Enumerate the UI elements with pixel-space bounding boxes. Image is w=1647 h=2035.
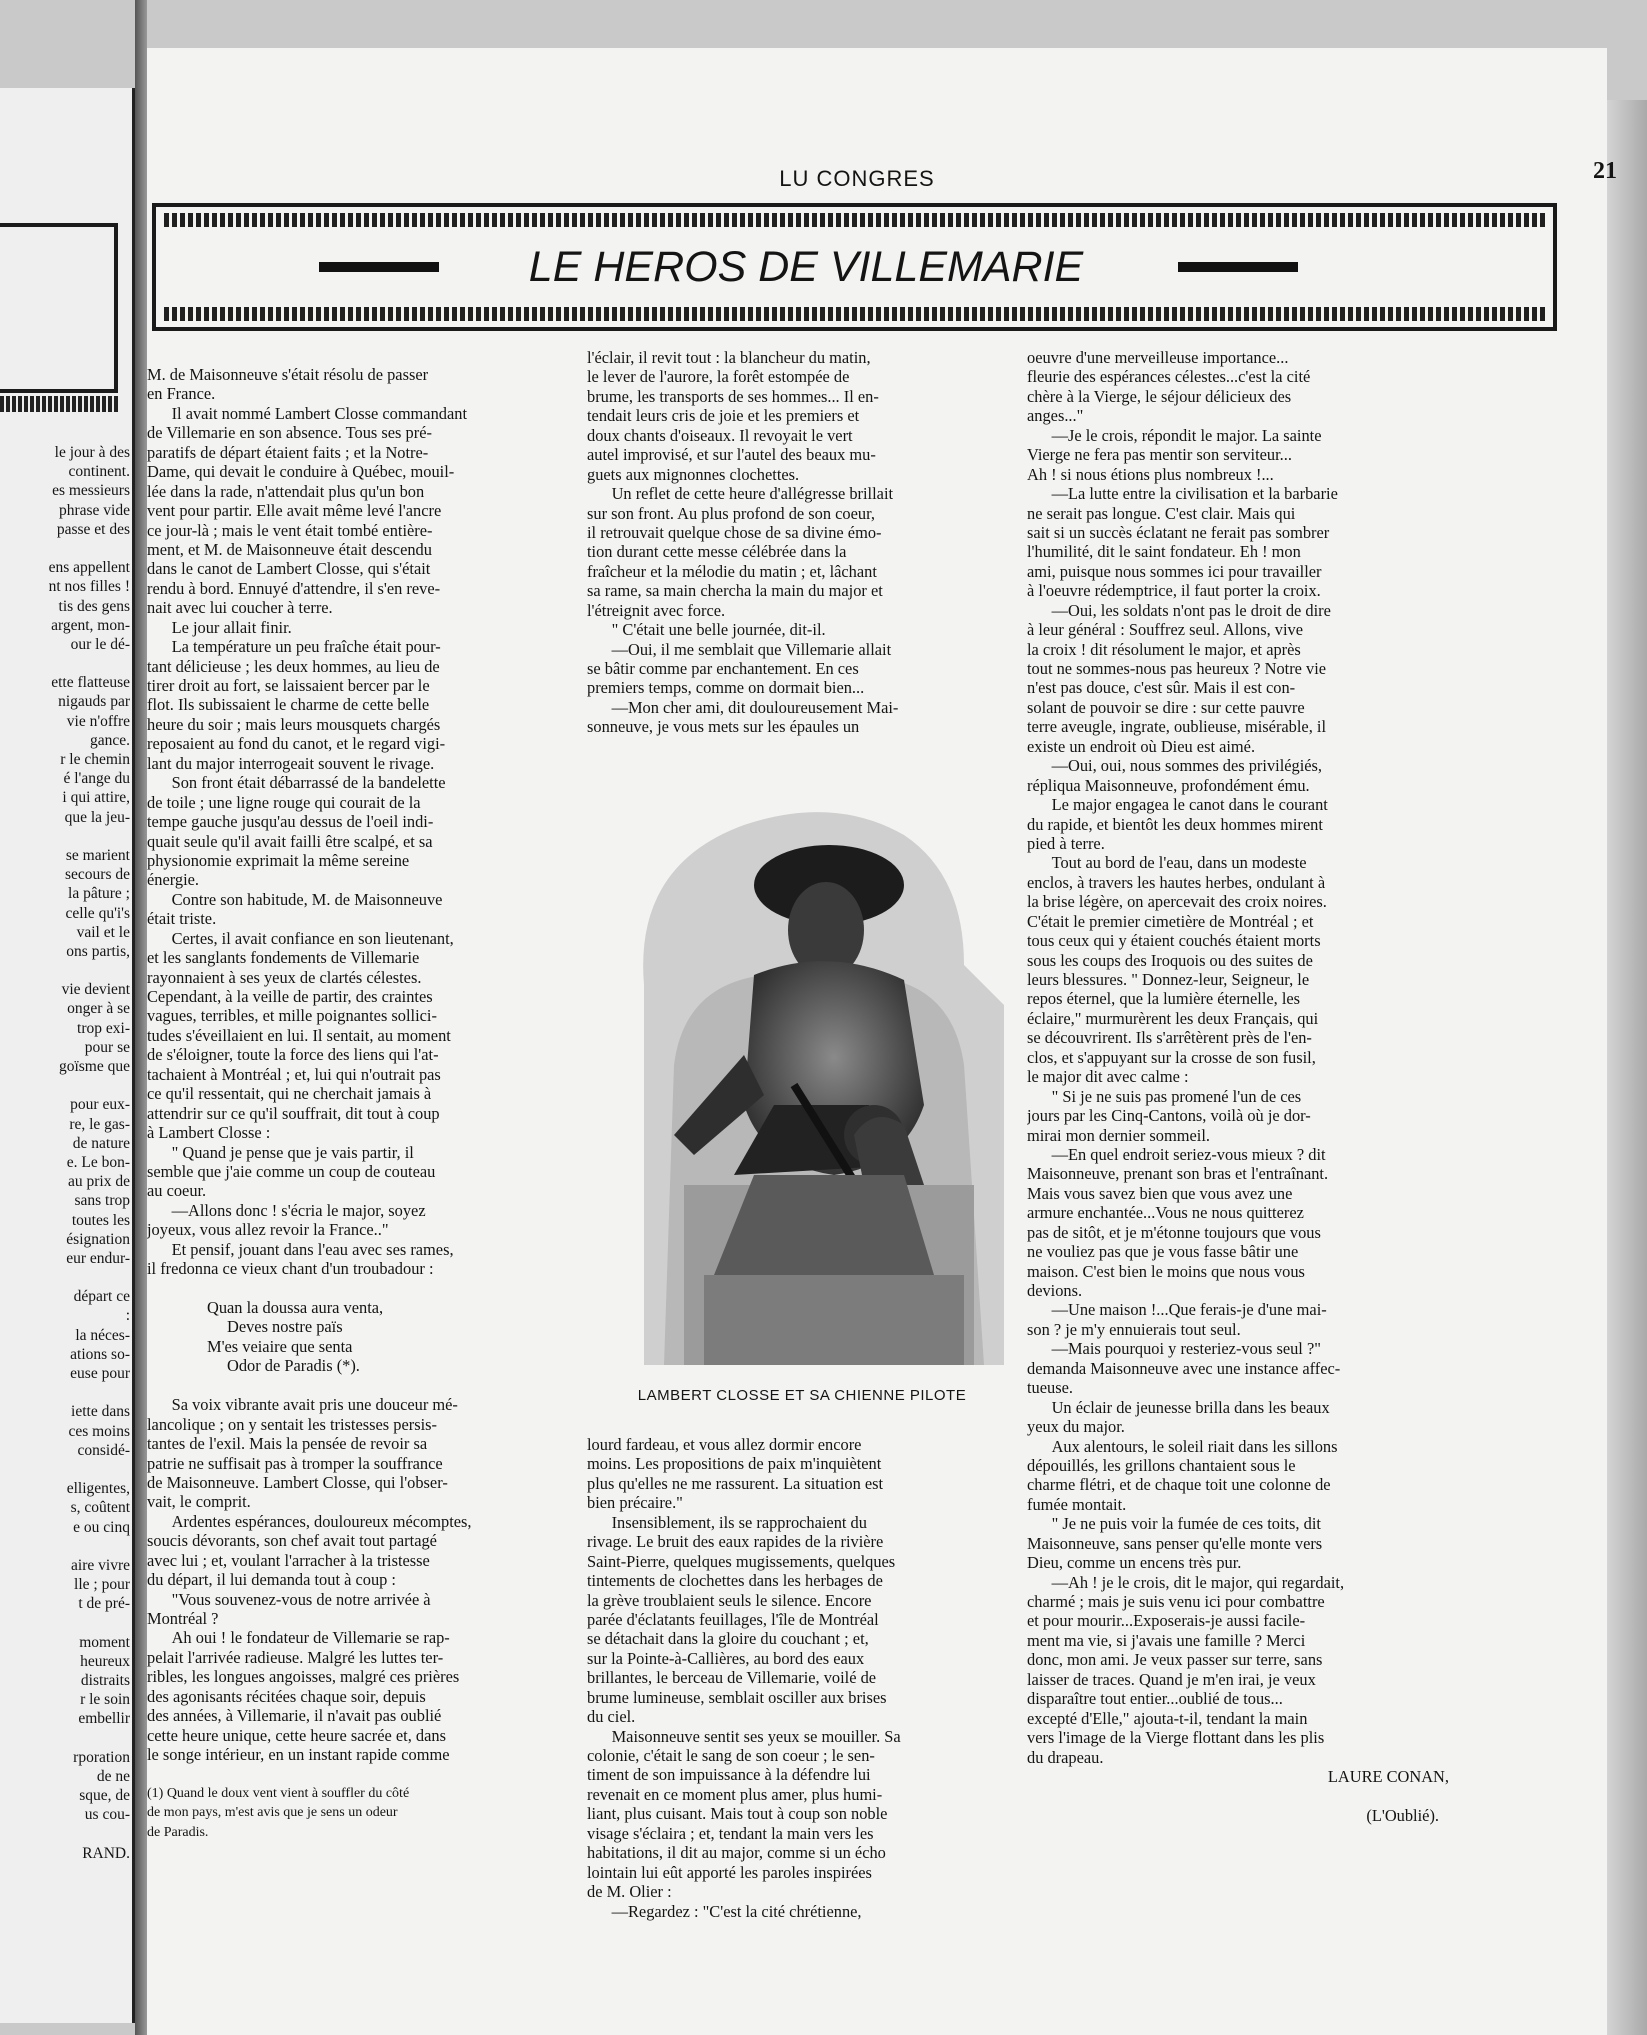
previous-page-line xyxy=(0,1268,130,1287)
text-line: "Vous souvenez-vous de notre arrivée à xyxy=(171,1589,431,1609)
previous-page-line: s, coûtent xyxy=(70,1499,130,1517)
article-headline: LE HEROS DE VILLEMARIE xyxy=(528,243,1084,291)
previous-page-line: t de pré- xyxy=(78,1595,130,1613)
text-line: lourd fardeau, et vous allez dormir encore xyxy=(587,1435,862,1454)
text-line: en France. xyxy=(147,384,216,404)
previous-page-line: sans trop xyxy=(74,1192,130,1210)
previous-page-line: pour se xyxy=(84,1038,130,1056)
text-line: plus qu'elles ne me rassurent. La situation est xyxy=(587,1473,884,1493)
text-line: quait seule qu'il avait failli être scalpé, et sa xyxy=(147,831,433,851)
previous-page-line: ations so- xyxy=(70,1345,130,1363)
text-line: yeux du major. xyxy=(1027,1417,1125,1437)
text-line: Saint-Pierre, quelques mugissements, quelques xyxy=(587,1551,896,1571)
text-line: guets aux mignonnes clochettes. xyxy=(587,464,800,484)
previous-page-line: celle qu'i's xyxy=(65,904,130,922)
previous-page-line: de ne xyxy=(96,1767,130,1785)
text-line: lointain lui eût apporté les paroles inspirées xyxy=(587,1862,872,1882)
text-line: la croix ! dit résolument le major, et après xyxy=(1027,639,1301,659)
previous-page-line: argent, mon- xyxy=(51,616,130,634)
previous-page-line: RAND. xyxy=(82,1844,130,1862)
text-line: —En quel endroit seriez-vous mieux ? dit xyxy=(1051,1144,1326,1164)
text-line: était triste. xyxy=(147,909,217,929)
text-line: son ? je m'y ennuierais tout seul. xyxy=(1027,1319,1241,1339)
text-line: tous ceux qui y étaient couchés étaient morts xyxy=(1027,931,1321,951)
previous-page-line: considé- xyxy=(77,1441,130,1459)
text-line: —Regardez : "C'est la cité chrétienne, xyxy=(611,1901,862,1921)
text-line: clos, et s'appuyant sur la crosse de son fusil, xyxy=(1027,1047,1316,1067)
previous-page-line: r le chemin xyxy=(60,751,130,768)
running-head: LU CONGRES xyxy=(779,166,935,191)
text-line: —Je le crois, répondit le major. La sainte xyxy=(1051,425,1322,445)
text-line: existe un endroit où Dieu est aimé. xyxy=(1027,736,1256,756)
text-line: n'est pas douce, c'est sûr. Mais il est con- xyxy=(1027,678,1296,698)
previous-page-line: pour eux- xyxy=(70,1096,130,1114)
previous-page-line: é l'ange du xyxy=(63,770,130,788)
text-line: La température un peu fraîche était pour- xyxy=(171,637,441,657)
text-line: du départ, il lui demanda tout à coup : xyxy=(147,1570,396,1590)
text-line xyxy=(147,1279,575,1298)
previous-page-line xyxy=(0,1537,130,1556)
previous-page-text xyxy=(0,443,130,1863)
text-line: des agonisants récitées chaque soir, depuis xyxy=(147,1686,426,1706)
text-line: autel improvisé, et sur l'autel des beaux mu- xyxy=(587,445,876,465)
text-line: visage s'éclaira ; et, tendant la main vers les xyxy=(587,1823,874,1843)
text-line: tant délicieuse ; les deux hommes, au lieu de xyxy=(147,656,440,676)
previous-page-line: phrase vide xyxy=(58,501,130,519)
text-line: de Villemarie en son absence. Tous ses pré- xyxy=(147,423,432,443)
text-line: vait, le comprit. xyxy=(147,1492,251,1512)
text-line: avec lui ; et, voulant l'arracher à la tristesse xyxy=(147,1550,430,1570)
previous-page-line: e ou cinq xyxy=(73,1518,130,1536)
text-line: tendait leurs cris de joie et les premiers et xyxy=(587,406,860,426)
text-line: Maisonneuve, sans penser qu'elle monte vers xyxy=(1027,1533,1323,1553)
previous-page-line: : xyxy=(125,1307,130,1325)
previous-page-line: la néces- xyxy=(75,1326,130,1344)
text-line: Montréal ? xyxy=(147,1609,219,1628)
text-line: LAURE CONAN, xyxy=(1327,1766,1449,1786)
previous-page-border xyxy=(0,223,118,393)
text-line: —Ah ! je le crois, dit le major, qui regardait, xyxy=(1051,1572,1345,1592)
text-line: sait si un succès éclatant ne ferait pas sombrer xyxy=(1027,522,1330,542)
page-edge xyxy=(1607,100,1647,2035)
text-line: soucis dévorants, son chef avait tout partagé xyxy=(147,1531,437,1551)
text-line: bien précaire." xyxy=(587,1493,683,1513)
previous-page-line: ette flatteuse xyxy=(51,674,130,692)
text-line: Dieu, comme un encens très pur. xyxy=(1027,1553,1242,1573)
text-line: à l'oeuvre rédemptrice, il faut porter la croix. xyxy=(1027,581,1321,601)
text-line: tudes s'éveillaient en lui. Il sentait, au moment xyxy=(147,1025,451,1045)
previous-page-line xyxy=(0,654,130,673)
text-line: Mais vous savez bien que vous avez une xyxy=(1027,1183,1293,1203)
text-line: vers l'image de la Vierge flottant dans les plis xyxy=(1027,1728,1325,1748)
text-line: la grève troublaient seuls le silence. Encore xyxy=(587,1590,872,1610)
text-line: sa rame, sa main chercha la main du major et xyxy=(587,581,883,601)
text-line: tempe gauche jusqu'au dessus de l'oeil indi- xyxy=(147,812,434,832)
text-line: tout ne sommes-nous pas heureux ? Notre vie xyxy=(1027,659,1327,678)
text-line: nait avec lui coucher à terre. xyxy=(147,598,333,618)
previous-page-line: secours de xyxy=(65,866,130,884)
text-line: physionomie exprimait la même sereine xyxy=(147,850,410,870)
previous-page-line: our le dé- xyxy=(70,635,130,653)
text-line: l'éclair, il revit tout : la blancheur du matin, xyxy=(587,348,871,367)
photo-caption: LAMBERT CLOSSE ET SA CHIENNE PILOTE xyxy=(637,1387,967,1404)
text-line: heure du soir ; mais leurs mousquets chargés xyxy=(147,714,441,734)
previous-page-line: gance. xyxy=(89,731,130,749)
text-line: M. de Maisonneuve s'était résolu de passer xyxy=(147,365,429,384)
text-line: jours par les Cinq-Cantons, voilà où je dor- xyxy=(1027,1106,1311,1126)
previous-page-line: aire vivre xyxy=(71,1556,130,1574)
text-line: Le major engagea le canot dans le courant xyxy=(1051,795,1328,815)
text-line: premiers temps, comme on dormait bien... xyxy=(587,678,865,698)
text-line: tion durant cette messe célébrée dans la xyxy=(587,542,847,562)
text-line: —Oui, oui, nous sommes des privilégiés, xyxy=(1051,756,1323,776)
text-line: l'étreignit avec force. xyxy=(587,600,726,620)
text-line: excepté d'Elle," ajouta-t-il, tendant la main xyxy=(1027,1708,1308,1728)
text-line: —Allons donc ! s'écria le major, soyez xyxy=(171,1200,426,1220)
previous-page-line: moment xyxy=(79,1633,130,1651)
text-line: M'es veiaire que senta xyxy=(207,1336,353,1356)
text-line: dans le canot de Lambert Closse, qui s'était xyxy=(147,559,431,579)
text-line xyxy=(1027,1786,1459,1805)
banner-ornament-bottom xyxy=(164,307,1545,321)
text-line: laisser de traces. Quand je m'en irai, je veux xyxy=(1027,1669,1316,1689)
text-line: ment ma vie, si j'avais une famille ? Merci xyxy=(1027,1630,1306,1650)
text-line: habitations, il dit au major, comme si un écho xyxy=(587,1843,886,1863)
text-line: dépouillés, les grillons chantaient sous le xyxy=(1027,1455,1296,1475)
text-line: chère à la Vierge, le séjour délicieux des xyxy=(1027,386,1292,406)
previous-page-line: nigauds par xyxy=(58,693,130,711)
text-line: Insensiblement, ils se rapprochaient du xyxy=(611,1512,867,1532)
text-line: revenait en ce moment plus amer, plus humi- xyxy=(587,1784,883,1804)
text-line: reposaient au fond du canot, et le regard vigi- xyxy=(147,734,446,754)
text-line: Un éclair de jeunesse brilla dans les beaux xyxy=(1051,1397,1330,1417)
text-line xyxy=(147,1765,575,1784)
text-line: pas de sitôt, et je m'étonne toujours que vous xyxy=(1027,1222,1321,1242)
previous-page-line: toutes les xyxy=(71,1211,130,1229)
previous-page-line: passe et des xyxy=(56,520,130,538)
text-line: Contre son habitude, M. de Maisonneuve xyxy=(171,889,443,909)
previous-page-ornament-band xyxy=(0,396,118,412)
text-line: fraîcheur et la mélodie du matin ; et, lâchant xyxy=(587,561,877,581)
text-line: sur son front. Au plus profond de son coeur, xyxy=(587,503,875,523)
text-line: attendrir sur ce qu'il souffrait, dit tout à coup xyxy=(147,1103,440,1123)
text-line: de M. Olier : xyxy=(587,1882,672,1902)
text-line: (L'Oublié). xyxy=(1366,1805,1439,1825)
text-line: Le jour allait finir. xyxy=(171,617,292,637)
text-line: Son front était débarrassé de la bandelette xyxy=(171,773,446,793)
text-line: enclos, à travers les hautes herbes, ondulant à xyxy=(1027,872,1326,892)
text-line: " C'était une belle journée, dit-il. xyxy=(611,620,826,640)
banner-ornament-top xyxy=(164,213,1545,227)
text-line: au coeur. xyxy=(147,1181,207,1201)
banner-bar-left xyxy=(319,262,439,272)
previous-page-line xyxy=(0,827,130,846)
previous-page-line xyxy=(0,1076,130,1095)
text-line: à leur général : Souffrez seul. Allons, vive xyxy=(1027,620,1303,640)
text-line: donc, mon ami. Je veux passer sur terre, sans xyxy=(1027,1650,1323,1670)
previous-page-line: es messieurs xyxy=(52,482,130,500)
text-line: Certes, il avait confiance en son lieutenant, xyxy=(171,928,454,948)
text-line: brume, les transports de ses hommes... Il en- xyxy=(587,386,879,406)
previous-page-line: e. Le bon- xyxy=(66,1153,130,1171)
text-line: terre aveugle, ingrate, oublieuse, misérable, il xyxy=(1027,717,1327,737)
previous-page-line: ens appellent xyxy=(48,559,130,577)
previous-page-line: ésignation xyxy=(66,1230,130,1248)
previous-page-line: re, le gas- xyxy=(69,1115,130,1133)
banner-bar-right xyxy=(1178,262,1298,272)
text-line: sur la Pointe-à-Callières, au bord des eaux xyxy=(587,1648,865,1668)
text-line: colonie, c'était le sang de son coeur ; le sen- xyxy=(587,1746,875,1765)
previous-page-line: vail et le xyxy=(76,923,130,941)
text-line: rivage. Le bruit des eaux rapides de la rivière xyxy=(587,1532,884,1552)
previous-page-line: continent. xyxy=(68,463,130,481)
text-line: Et pensif, jouant dans l'eau avec ses rames, xyxy=(171,1239,454,1259)
previous-page-line xyxy=(0,961,130,980)
text-line: leurs blessures. " Donnez-leur, Seigneur, le xyxy=(1027,970,1310,989)
text-line: ne serait pas longue. C'est clair. Mais qui xyxy=(1027,503,1296,523)
text-line: —Mon cher ami, dit douloureusement Mai- xyxy=(611,697,899,717)
text-line: vagues, terribles, et mille poignantes sollici- xyxy=(147,1006,437,1026)
previous-page-line: i qui attire, xyxy=(62,789,130,807)
text-line: tantes de l'exil. Mais la pensée de revoir sa xyxy=(147,1434,428,1454)
text-line: solant de pouvoir se dire : sur cette pauvre xyxy=(1027,697,1305,717)
previous-page-line: au prix de xyxy=(68,1173,130,1191)
text-line: Maisonneuve, prenant son bras et l'entraînant. xyxy=(1027,1164,1329,1184)
text-line: tachaient à Montréal ; et, lui qui n'outrait pas xyxy=(147,1064,441,1084)
text-line: Dame, qui devait le conduire à Québec, mouil- xyxy=(147,462,455,482)
text-line: paratifs de départ étaient faits ; et la Notre- xyxy=(147,442,429,462)
text-line: demanda Maisonneuve avec une instance affec- xyxy=(1027,1358,1341,1378)
text-line: Aux alentours, le soleil riait dans les sillons xyxy=(1051,1436,1338,1456)
text-line: vent pour partir. Elle avait même levé l'ancre xyxy=(147,501,442,521)
text-line: —La lutte entre la civilisation et la barbarie xyxy=(1051,484,1338,504)
text-line: l'humilité, dit le saint fondateur. Eh ! mon xyxy=(1027,542,1301,562)
text-line: ce qu'il ressentait, qui ne cherchait jamais à xyxy=(147,1084,432,1104)
previous-page-line: sque, de xyxy=(79,1787,130,1805)
previous-page-line: la pâture ; xyxy=(68,885,130,903)
previous-page-line xyxy=(0,1825,130,1844)
text-line: —Oui, il me semblait que Villemarie allait xyxy=(611,639,892,659)
statue-photo xyxy=(604,805,1004,1365)
text-line: de Maisonneuve. Lambert Closse, qui l'obser- xyxy=(147,1472,448,1492)
previous-page-line: se marient xyxy=(65,846,130,864)
text-line: se bâtir comme par enchantement. En ces xyxy=(587,659,859,678)
previous-page-line: lle ; pour xyxy=(74,1576,130,1594)
previous-page-line: euse pour xyxy=(70,1365,130,1382)
text-line: rayonnaient à ses yeux de clartés célestes. xyxy=(147,967,422,987)
text-line: moins. Les propositions de paix m'inquiètent xyxy=(587,1454,882,1474)
text-line: C'était le premier cimetière de Montréal ; et xyxy=(1027,911,1314,931)
text-line: ami, puisque nous sommes ici pour travailler xyxy=(1027,561,1322,581)
text-line: tintements de clochettes dans les herbages de xyxy=(587,1571,883,1591)
text-line: du rapide, et bientôt les deux hommes mirent xyxy=(1027,814,1323,834)
previous-page-line: embellir xyxy=(78,1710,130,1728)
text-line: de mon pays, m'est avis que je sens un odeur xyxy=(147,1805,398,1821)
text-line: brume lumineuse, semblait osciller aux brises xyxy=(587,1687,887,1707)
text-line: Ah ! si nous étions plus nombreux !... xyxy=(1027,464,1274,484)
text-line: il fredonna ce vieux chant d'un troubadour : xyxy=(147,1259,434,1279)
text-line: pied à terre. xyxy=(1027,833,1105,853)
text-line: ment, et M. de Maisonneuve était descendu xyxy=(147,539,432,559)
text-line: ce jour-là ; mais le vent était tombé entière- xyxy=(147,520,433,540)
text-line: (1) Quand le doux vent vient à souffler du côté xyxy=(147,1785,410,1801)
text-line: devions. xyxy=(1027,1281,1083,1300)
text-line: repos éternel, que la lumière éternelle, les xyxy=(1027,989,1301,1009)
previous-page-line xyxy=(0,1460,130,1479)
text-line: doux chants d'oiseaux. Il revoyait le vert xyxy=(587,425,853,445)
previous-page-line: nt nos filles ! xyxy=(48,578,130,596)
text-line: mirai mon dernier sommeil. xyxy=(1027,1125,1210,1145)
magazine-page xyxy=(147,48,1617,2035)
text-line: charmé ; mais je suis venu ici pour combattre xyxy=(1027,1592,1325,1611)
text-line: parée d'éclatants feuillages, l'île de Montréal xyxy=(587,1609,879,1629)
text-line: " Je ne puis voir la fumée de ces toits, dit xyxy=(1051,1514,1321,1534)
text-line: et pour mourir...Exposerais-je aussi facile- xyxy=(1027,1611,1306,1631)
previous-page-line: iette dans xyxy=(71,1403,130,1421)
previous-page-line: heureux xyxy=(80,1652,130,1670)
page-number: 21 xyxy=(1593,158,1617,184)
previous-page-line: trop exi- xyxy=(77,1019,130,1037)
previous-page-line: de nature xyxy=(72,1134,130,1152)
text-line: à Lambert Closse : xyxy=(147,1123,271,1143)
previous-page-line: tis des gens xyxy=(58,597,130,615)
article-column-3 xyxy=(1027,348,1459,1825)
text-line: Il avait nommé Lambert Closse commandant xyxy=(171,403,468,423)
text-line: il retrouvait quelque chose de sa divine émo- xyxy=(587,522,882,542)
previous-page-line xyxy=(0,1729,130,1748)
text-line: du ciel. xyxy=(587,1707,636,1727)
text-line: tirer droit au fort, se laissaient bercer par le xyxy=(147,676,430,695)
text-line: sous les coups des Iroquois ou des suites de xyxy=(1027,950,1313,970)
article-column-1 xyxy=(147,365,575,1842)
text-line: disparaître tout entier...oublié de tous... xyxy=(1027,1689,1283,1709)
text-line: maison. C'est bien le moins que nous vous xyxy=(1027,1261,1305,1281)
text-line: ne vouliez pas que je vous fasse bâtir une xyxy=(1027,1242,1299,1262)
title-banner xyxy=(152,203,1557,331)
previous-page-line: r le soin xyxy=(80,1691,130,1709)
text-line: lée dans la rade, n'attendait plus qu'un bon xyxy=(147,481,425,501)
text-line: Sa voix vibrante avait pris une douceur mé- xyxy=(171,1395,458,1415)
previous-page-line: distraits xyxy=(80,1672,130,1689)
previous-page-line: ces moins xyxy=(68,1422,130,1440)
previous-page-line: départ ce xyxy=(73,1288,130,1306)
text-line: pelait l'arrivée radieuse. Malgré les luttes ter- xyxy=(147,1647,444,1667)
text-line: Ardentes espérances, douloureux mécomptes, xyxy=(171,1511,472,1531)
text-line: Quan la doussa aura venta, xyxy=(207,1298,384,1317)
previous-page-line: ons partis, xyxy=(66,942,130,960)
text-line: Ah oui ! le fondateur de Villemarie se rap- xyxy=(171,1628,450,1648)
text-line: —Oui, les soldats n'ont pas le droit de dire xyxy=(1051,600,1331,620)
text-line: flot. Ils subissaient le charme de cette belle xyxy=(147,695,430,715)
text-line: cette heure unique, cette heure sacrée et, dans xyxy=(147,1725,446,1745)
text-line: de Paradis. xyxy=(147,1824,209,1840)
text-line: la brise légère, on apercevait des croix noires. xyxy=(1027,892,1327,912)
text-line: Vierge ne fera pas mentir son serviteur... xyxy=(1027,445,1292,465)
text-line: énergie. xyxy=(147,870,200,890)
text-line: —Une maison !...Que ferais-je d'une mai- xyxy=(1051,1300,1327,1320)
text-line: anges..." xyxy=(1027,406,1084,426)
text-line: charme flétri, et de chaque toit une colonne de xyxy=(1027,1475,1331,1495)
previous-page-fragment xyxy=(0,88,135,2023)
text-line: Odor de Paradis (*). xyxy=(227,1356,360,1376)
text-line: le lever de l'aurore, la forêt estompée de xyxy=(587,367,850,387)
previous-page-line: eur endur- xyxy=(66,1249,130,1267)
text-line: sonneuve, je vous mets sur les épaules un xyxy=(587,717,860,737)
text-line: armure enchantée...Vous ne nous quitterez xyxy=(1027,1203,1304,1223)
text-line xyxy=(147,1376,575,1395)
text-line: timent de son impuissance à la défendre lui xyxy=(587,1765,871,1785)
text-line: le major dit avec calme : xyxy=(1027,1067,1189,1087)
previous-page-line xyxy=(0,1613,130,1632)
previous-page-line: vie devient xyxy=(61,981,130,999)
text-line: répliqua Maisonneuve, profondément ému. xyxy=(1027,775,1310,795)
previous-page-line xyxy=(0,1383,130,1402)
text-line: de toile ; une ligne rouge qui courait de la xyxy=(147,792,421,812)
text-line: des années, à Villemarie, il n'avait pas oublié xyxy=(147,1706,442,1726)
text-line: lancolique ; on y sentait les tristesses persis- xyxy=(147,1414,437,1434)
text-line: patrie ne suffisait pas à tromper la souffrance xyxy=(147,1453,443,1473)
text-line: Un reflet de cette heure d'allégresse brillait xyxy=(611,484,894,504)
text-line: Tout au bord de l'eau, dans un modeste xyxy=(1051,853,1307,873)
previous-page-line: elligentes, xyxy=(66,1480,130,1498)
text-line: liant, plus cuisant. Mais tout à coup son noble xyxy=(587,1804,888,1824)
text-line: se détachait dans la gloire du couchant ; et, xyxy=(587,1629,869,1649)
text-line: le songe intérieur, en un instant rapide comme xyxy=(147,1745,450,1765)
text-line: Cependant, à la veille de partir, des craintes xyxy=(147,987,433,1006)
text-line: " Quand je pense que je vais partir, il xyxy=(171,1142,414,1162)
previous-page-line: rporation xyxy=(73,1748,130,1766)
text-line: lant du major interrogeait souvent le rivage. xyxy=(147,753,435,773)
text-line: Maisonneuve sentit ses yeux se mouiller. Sa xyxy=(611,1726,901,1746)
text-line: oeuvre d'une merveilleuse importance... xyxy=(1027,348,1289,367)
text-line: de s'éloigner, toute la force des liens qui l'at- xyxy=(147,1045,439,1065)
previous-page-line: us cou- xyxy=(84,1806,130,1824)
previous-page-line: que la jeu- xyxy=(64,808,130,826)
article-column-2-bottom xyxy=(587,1435,1017,1921)
text-line: brillantes, le berceau de Villemarie, voilé de xyxy=(587,1668,877,1688)
text-line: se découvrirent. Ils s'arrêtèrent près de l'en- xyxy=(1027,1028,1312,1048)
previous-page-line: vie n'offre xyxy=(66,712,130,730)
text-line: du drapeau. xyxy=(1027,1747,1104,1767)
text-line: Deves nostre païs xyxy=(227,1317,343,1337)
text-line: fleurie des espérances célestes...c'est la cité xyxy=(1027,367,1311,387)
binding-gutter xyxy=(135,0,147,2035)
text-line: semble que j'aie comme un coup de couteau xyxy=(147,1161,436,1181)
previous-page-line: goïsme que xyxy=(58,1058,130,1075)
text-line: " Si je ne suis pas promené l'un de ces xyxy=(1051,1086,1302,1106)
text-line: éclaire," murmurèrent les deux Français, qui xyxy=(1027,1008,1319,1028)
text-line: ribles, les longues angoisses, malgré ces prières xyxy=(147,1667,460,1687)
text-line: tueuse. xyxy=(1027,1378,1073,1398)
text-line: et les sanglants fondements de Villemarie xyxy=(147,948,420,968)
text-line: fumée montait. xyxy=(1027,1494,1127,1514)
text-line: joyeux, vous allez revoir la France.." xyxy=(147,1220,389,1240)
text-line: —Mais pourquoi y resteriez-vous seul ?" xyxy=(1051,1339,1321,1359)
text-line: rendu à bord. Ennuyé d'attendre, il s'en reve- xyxy=(147,578,441,598)
article-column-2-top xyxy=(587,348,1017,737)
previous-page-line xyxy=(0,539,130,558)
previous-page-line: onger à se xyxy=(67,1000,130,1018)
previous-page-line: le jour à des xyxy=(54,444,130,461)
